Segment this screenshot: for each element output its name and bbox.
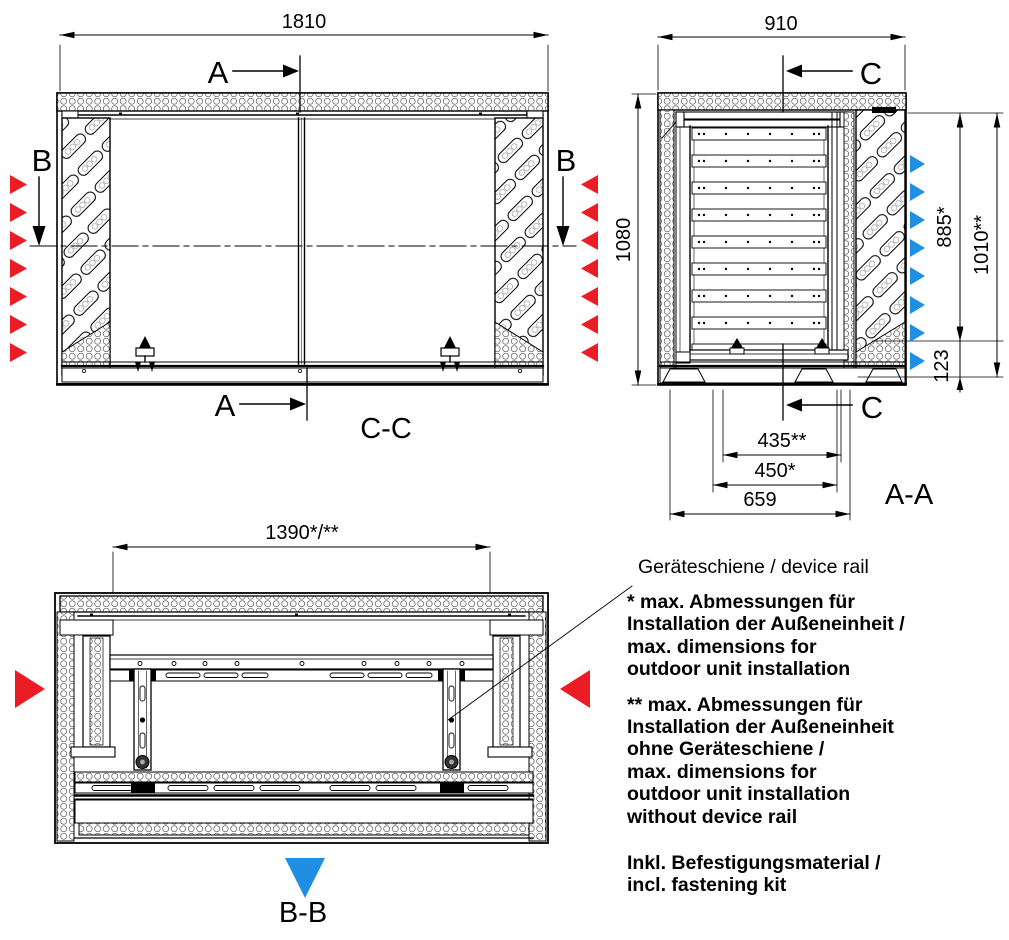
note-line: without device rail xyxy=(627,805,798,828)
cut-label-c-bottom: C xyxy=(860,390,884,425)
airflow-out-marker xyxy=(910,324,925,342)
airflow-in-marker xyxy=(10,315,27,334)
cut-label-b-right: B xyxy=(555,143,577,178)
dim-label-123: 123 xyxy=(931,349,953,383)
aa-louver-wall-right xyxy=(856,107,905,385)
cc-roof-insulation-panel xyxy=(57,93,548,111)
note-line: ** max. Abmessungen für xyxy=(627,693,863,716)
airflow-in-marker xyxy=(581,231,598,250)
airflow-out-marker xyxy=(285,858,325,898)
note-line: incl. fastening kit xyxy=(627,874,787,897)
note-line: Installation der Außeneinheit xyxy=(627,716,894,739)
cut-label-c-top: C xyxy=(859,56,883,91)
bb-slotted-rail xyxy=(110,669,493,681)
bb-roof-insulation-panel xyxy=(60,596,543,612)
aa-inner-insulation-strip xyxy=(844,112,854,384)
section-view-bb xyxy=(15,522,632,929)
airflow-out-marker xyxy=(910,183,925,201)
dim-label-1010: 1010** xyxy=(971,214,993,276)
view-label-bb: B-B xyxy=(278,897,328,929)
dim-label-1390: 1390*/** xyxy=(265,522,339,544)
airflow-in-marker xyxy=(10,231,27,250)
bb-left-wall-insulation xyxy=(57,612,74,841)
dim-label-435: 435** xyxy=(757,430,807,452)
airflow-in-marker xyxy=(10,343,27,362)
dimension-1080 xyxy=(613,94,656,385)
bb-device-rail-right xyxy=(443,669,460,770)
notes-column xyxy=(627,556,997,897)
aa-roof-insulation-panel xyxy=(658,93,906,110)
note-single-star xyxy=(627,591,997,681)
cut-label-a-top: A xyxy=(207,55,229,90)
note-line: Inkl. Befestigungsmaterial / xyxy=(627,852,881,875)
airflow-out-marker xyxy=(910,239,925,257)
aa-bottom-dimensions xyxy=(670,390,850,520)
airflow-out-marker xyxy=(910,155,925,173)
dimension-123 xyxy=(931,326,963,392)
airflow-in-marker xyxy=(10,287,27,306)
airflow-in-marker xyxy=(15,670,45,708)
section-view-aa xyxy=(613,13,1003,520)
note-line: ohne Geräteschiene / xyxy=(627,738,825,761)
note-line: Installation der Außeneinheit / xyxy=(627,613,905,636)
note-fastening-kit xyxy=(627,852,997,897)
aa-left-wall-insulation xyxy=(660,110,674,384)
view-label-cc: C-C xyxy=(360,413,412,445)
airflow-out-marker xyxy=(910,211,925,229)
dimension-1810 xyxy=(60,11,548,91)
airflow-in-marker xyxy=(581,203,598,222)
note-line: max. dimensions for xyxy=(627,635,817,658)
device-rail-callout: Geräteschiene / device rail xyxy=(638,556,869,578)
airflow-out-marker xyxy=(910,296,925,314)
dim-label-659: 659 xyxy=(743,489,777,511)
note-line: * max. Abmessungen für xyxy=(627,591,855,613)
airflow-in-marker xyxy=(581,287,598,306)
bb-mounting-rail xyxy=(110,655,493,669)
dim-label-910: 910 xyxy=(764,13,798,35)
section-cut-b-right xyxy=(556,143,577,246)
airflow-in-marker xyxy=(10,175,27,194)
airflow-in-marker xyxy=(581,175,598,194)
bb-bottom-assembly xyxy=(75,772,533,838)
dim-label-885: 885* xyxy=(934,206,956,248)
airflow-in-marker xyxy=(581,259,598,278)
airflow-in-marker xyxy=(581,315,598,334)
airflow-in-marker xyxy=(560,670,590,708)
view-label-aa: A-A xyxy=(884,479,934,511)
aa-top-channel xyxy=(676,112,848,127)
section-cut-b-left xyxy=(32,143,53,246)
dim-label-1810: 1810 xyxy=(281,11,327,33)
airflow-out-marker xyxy=(910,352,925,370)
cut-label-a-bottom: A xyxy=(214,388,236,423)
section-view-cc xyxy=(10,11,598,445)
airflow-in-marker xyxy=(10,203,27,222)
note-line: outdoor unit installation xyxy=(627,658,851,681)
airflow-in-marker xyxy=(581,343,598,362)
airflow-out-marker xyxy=(910,267,925,285)
note-line: outdoor unit installation xyxy=(627,783,851,806)
dim-label-1080: 1080 xyxy=(613,217,635,263)
dim-label-450: 450* xyxy=(754,460,796,482)
airflow-in-marker xyxy=(10,259,27,278)
note-line: max. dimensions for xyxy=(627,760,817,783)
note-double-star xyxy=(627,694,997,828)
cc-housing-outline xyxy=(57,93,548,385)
cc-base xyxy=(57,362,548,384)
bb-device-rail-left xyxy=(134,669,151,770)
aa-airflow-markers xyxy=(910,155,925,370)
cut-label-b-left: B xyxy=(31,143,53,178)
